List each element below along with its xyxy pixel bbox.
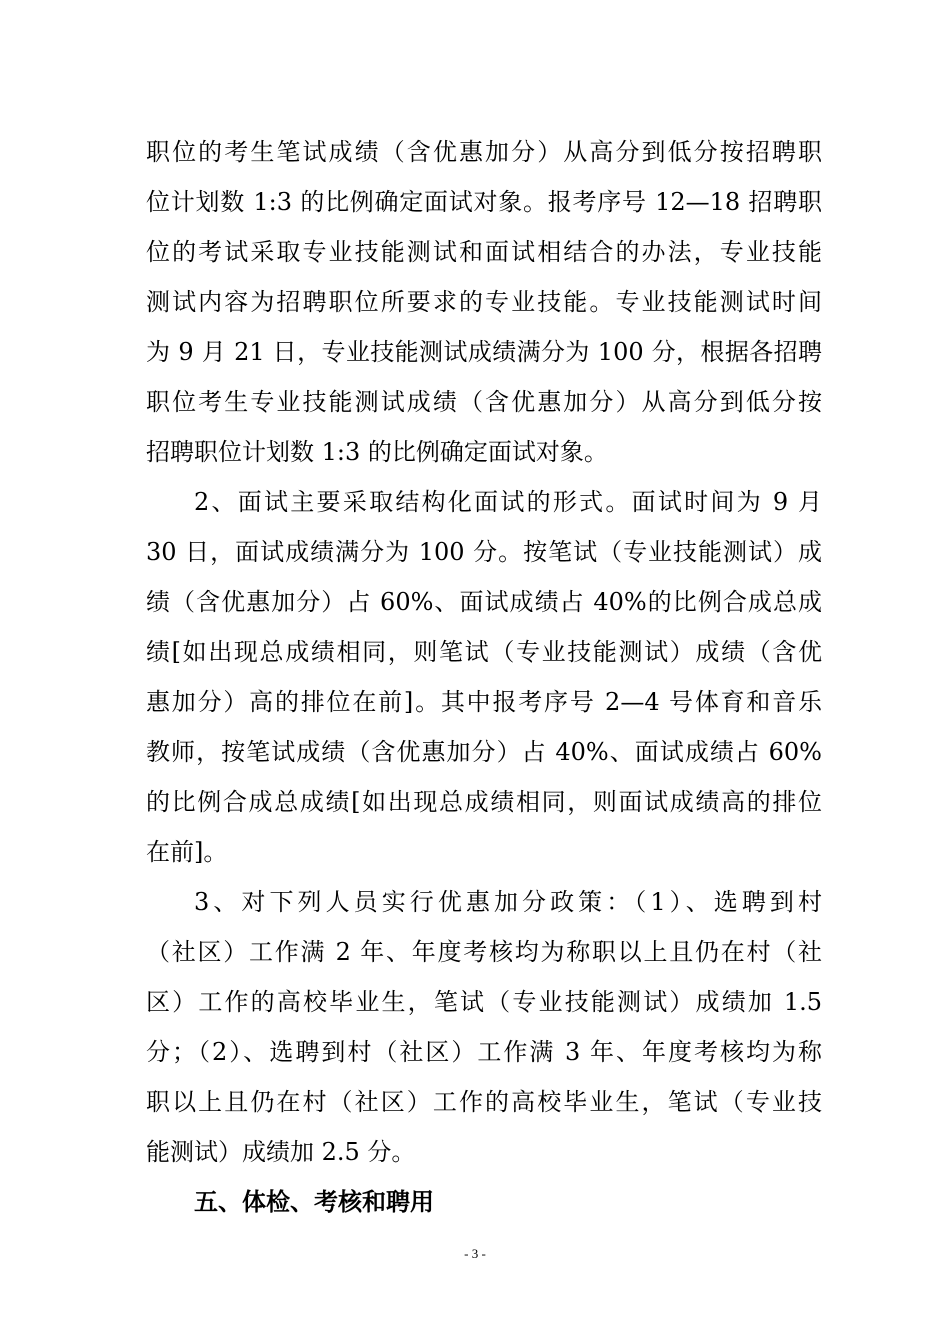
paragraph-3-line-2: （社区）工作满 2 年、年度考核均为称职以上且仍在村（社: [146, 938, 822, 966]
paragraph-1-line-5: 为 9 月 21 日，专业技能测试成绩满分为 100 分，根据各招聘: [146, 338, 822, 366]
section-heading: 五、体检、考核和聘用: [194, 1188, 434, 1216]
paragraph-2-line-5: 惠加分）高的排位在前]。其中报考序号 2—4 号体育和音乐: [146, 688, 822, 716]
paragraph-3-line-5: 职以上且仍在村（社区）工作的高校毕业生，笔试（专业技: [146, 1088, 822, 1116]
paragraph-3-line-4: 分；（2）、选聘到村（社区）工作满 3 年、年度考核均为称: [146, 1038, 822, 1066]
paragraph-1-line-2: 位计划数 1:3 的比例确定面试对象。报考序号 12—18 招聘职: [146, 188, 822, 216]
paragraph-1-line-3: 位的考试采取专业技能测试和面试相结合的办法，专业技能: [146, 238, 822, 266]
paragraph-2-line-4: 绩[如出现总成绩相同，则笔试（专业技能测试）成绩（含优: [146, 638, 822, 666]
paragraph-1-line-4: 测试内容为招聘职位所要求的专业技能。专业技能测试时间: [146, 288, 822, 316]
paragraph-2-line-1: 2、面试主要采取结构化面试的形式。面试时间为 9 月: [194, 488, 822, 516]
page-number: - 3 -: [464, 1246, 486, 1261]
paragraph-3-line-1: 3、对下列人员实行优惠加分政策：（1）、选聘到村: [194, 888, 822, 916]
paragraph-3-line-6: 能测试）成绩加 2.5 分。: [146, 1138, 416, 1166]
paragraph-2-line-6: 教师，按笔试成绩（含优惠加分）占 40%、面试成绩占 60%: [146, 738, 822, 766]
paragraph-2-line-7: 的比例合成总成绩[如出现总成绩相同，则面试成绩高的排位: [146, 788, 822, 816]
paragraph-1-line-6: 职位考生专业技能测试成绩（含优惠加分）从高分到低分按: [146, 388, 822, 416]
paragraph-2-line-2: 30 日，面试成绩满分为 100 分。按笔试（专业技能测试）成: [146, 538, 822, 566]
paragraph-2-line-3: 绩（含优惠加分）占 60%、面试成绩占 40%的比例合成总成: [146, 588, 822, 616]
paragraph-3-line-3: 区）工作的高校毕业生，笔试（专业技能测试）成绩加 1.5: [146, 988, 822, 1016]
paragraph-1-line-7: 招聘职位计划数 1:3 的比例确定面试对象。: [146, 438, 608, 466]
paragraph-2-line-8: 在前]。: [146, 838, 228, 866]
paragraph-1-line-1: 职位的考生笔试成绩（含优惠加分）从高分到低分按招聘职: [146, 138, 822, 166]
